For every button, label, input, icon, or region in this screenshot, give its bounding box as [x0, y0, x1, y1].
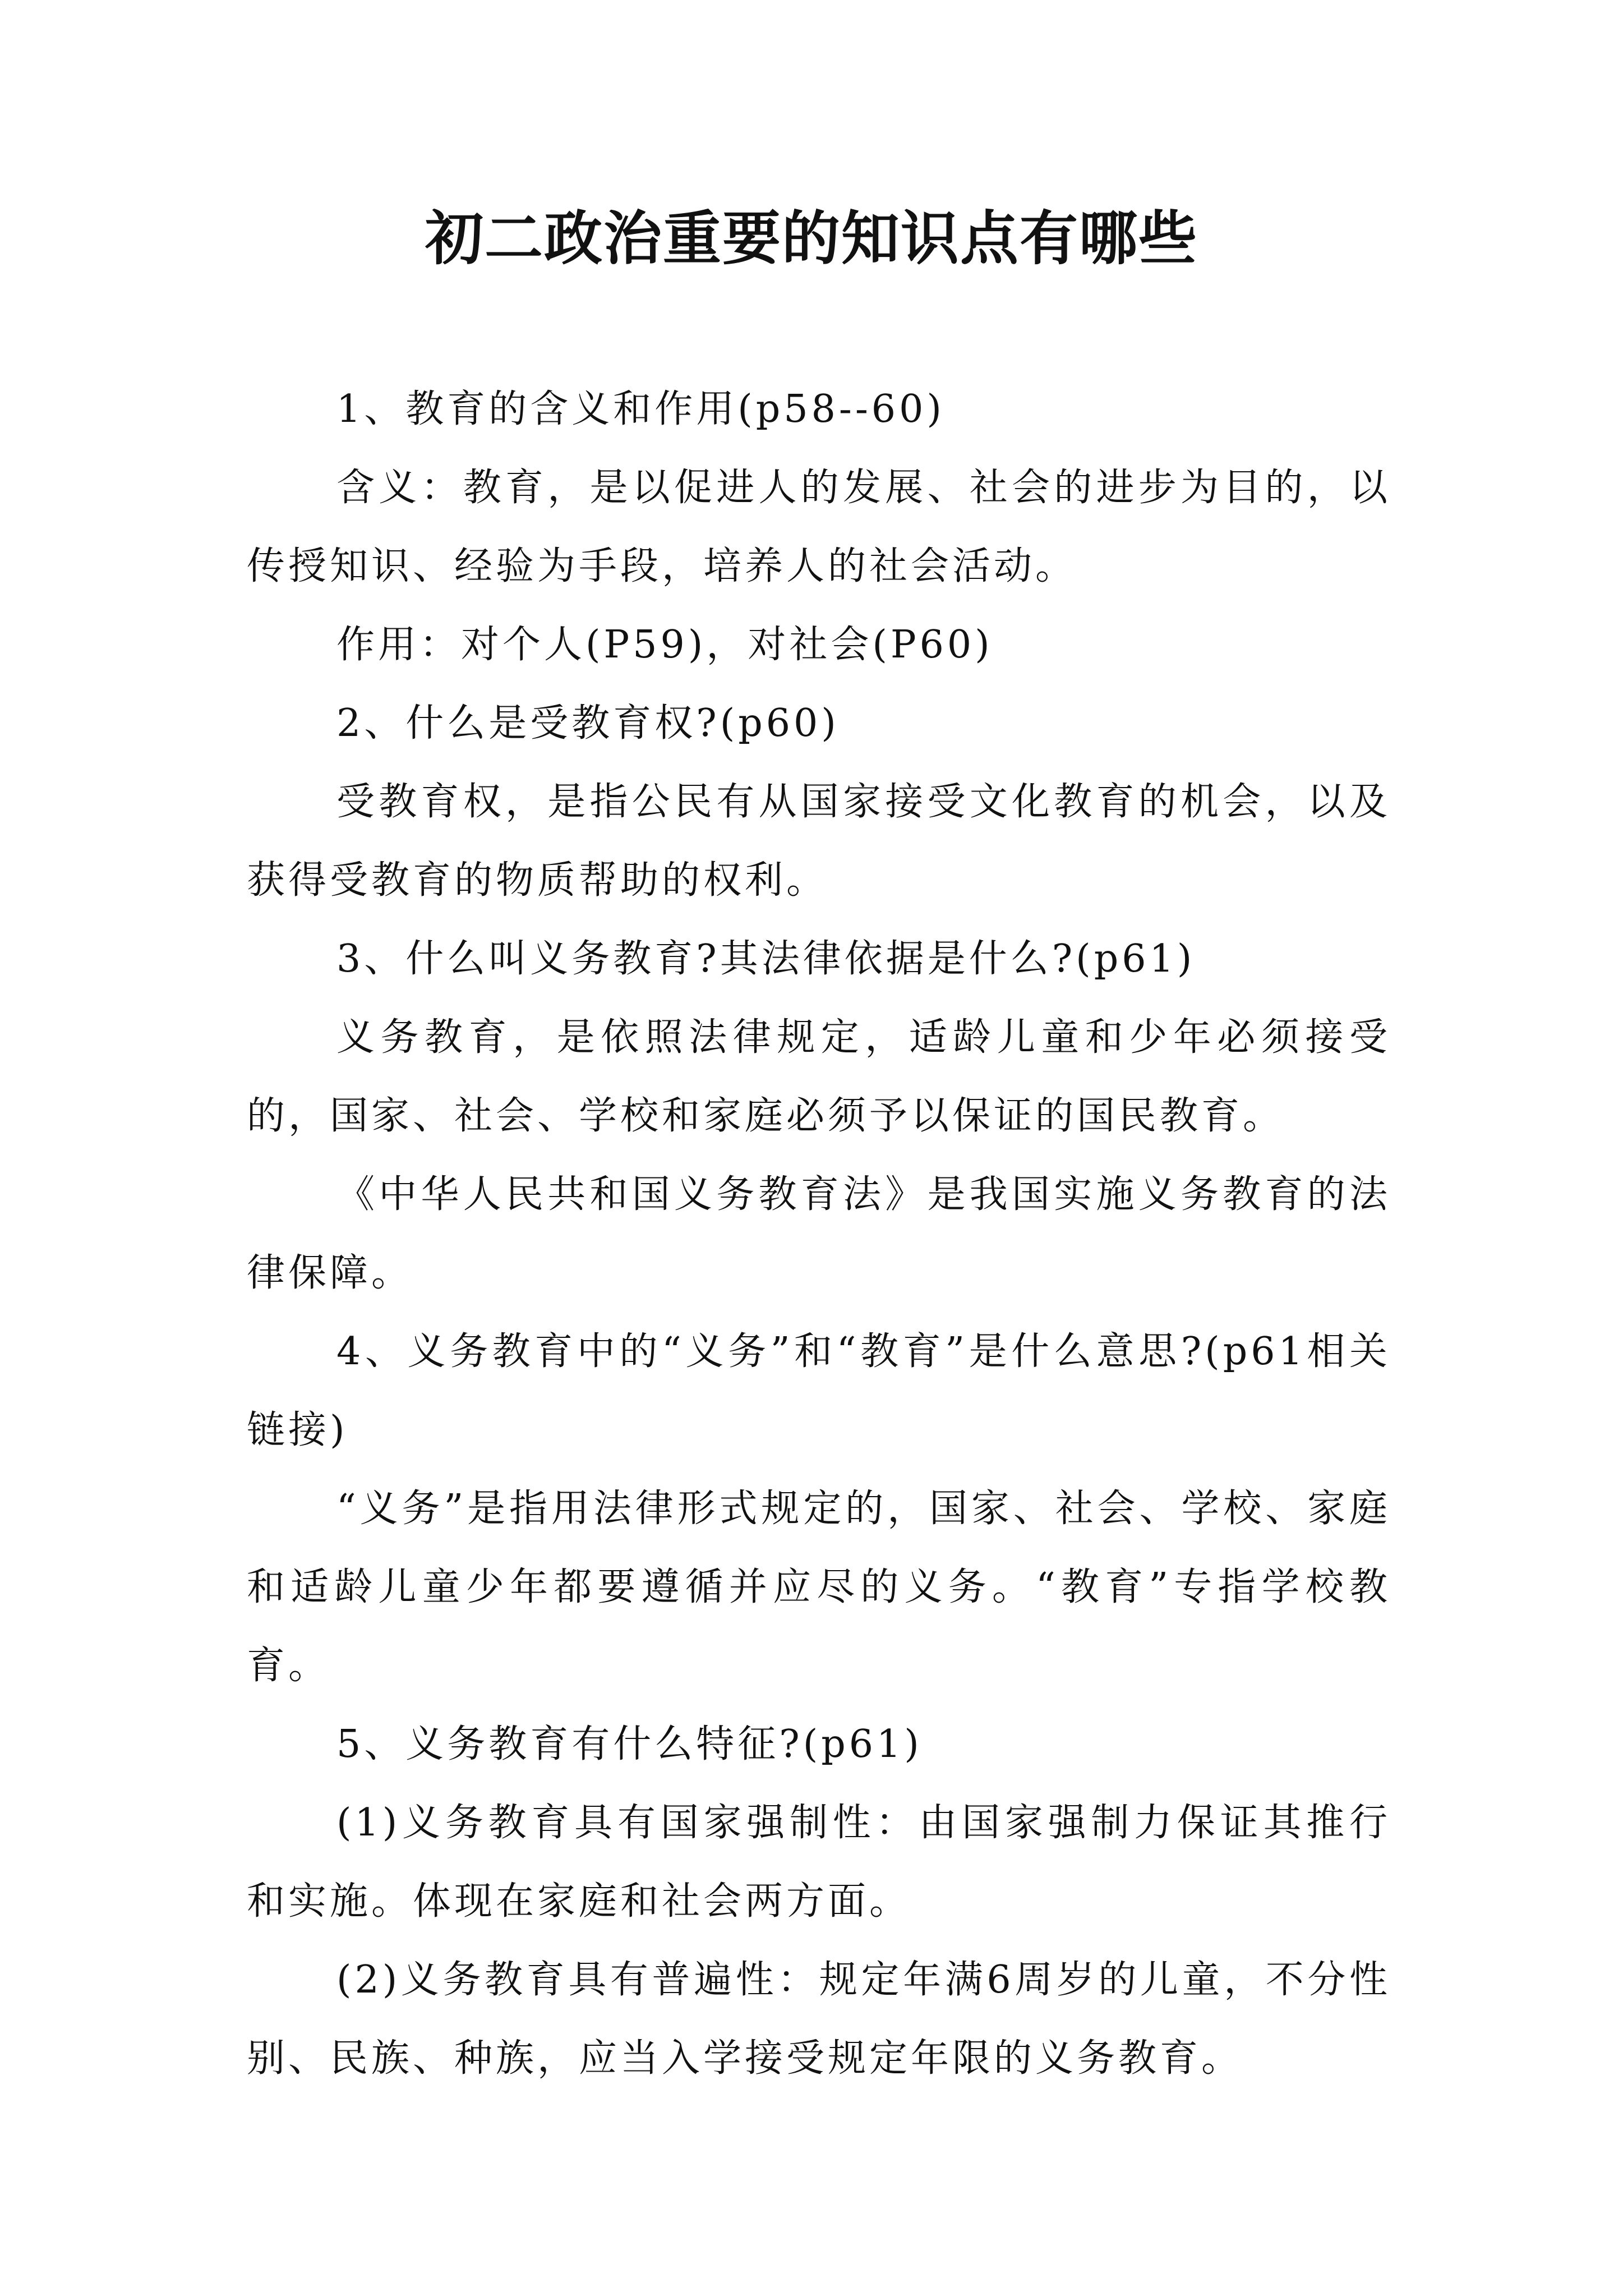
paragraph-law-basis: 《中华人民共和国义务教育法》是我国实施义务教育的法律保障。	[247, 1172, 1391, 1295]
paragraph-compulsory-education: 义务教育，是依照法律规定，适龄儿童和少年必须接受的，国家、社会、学校和家庭必须予以保证的国民教育。	[247, 1015, 1391, 1138]
paragraph-function: 作用：对个人(P59)，对社会(P60)	[336, 623, 993, 667]
paragraph-feature-1: (1)义务教育具有国家强制性：由国家强制力保证其推行和实施。体现在家庭和社会两方面。	[247, 1801, 1391, 1924]
section-heading-5: 5、义务教育有什么特征?(p61)	[336, 1722, 923, 1766]
section-heading-4: 4、义务教育中的“义务”和“教育”是什么意思?(p61相关链接)	[247, 1329, 1391, 1452]
section-heading-2: 2、什么是受教育权?(p60)	[336, 701, 840, 746]
paragraph-definition: 含义：教育，是以促进人的发展、社会的进步为目的，以传授知识、经验为手段，培养人的社会活动。	[247, 466, 1391, 588]
document-body	[247, 370, 1391, 2098]
paragraph-obligation-meaning: “义务”是指用法律形式规定的，国家、社会、学校、家庭和适龄儿童少年都要遵循并应尽的义务。“教育”专指学校教育。	[247, 1487, 1391, 1688]
paragraph-right-to-education: 受教育权，是指公民有从国家接受文化教育的机会，以及获得受教育的物质帮助的权利。	[247, 780, 1391, 903]
section-heading-1: 1、教育的含义和作用(p58--60)	[336, 387, 945, 431]
section-heading-3: 3、什么叫义务教育?其法律依据是什么?(p61)	[336, 937, 1196, 981]
paragraph-feature-2: (2)义务教育具有普遍性：规定年满6周岁的儿童，不分性别、民族、种族，应当入学接受规定年限的义务教育。	[247, 1958, 1391, 2081]
document-title: 初二政治重要的知识点有哪些	[425, 204, 1198, 273]
